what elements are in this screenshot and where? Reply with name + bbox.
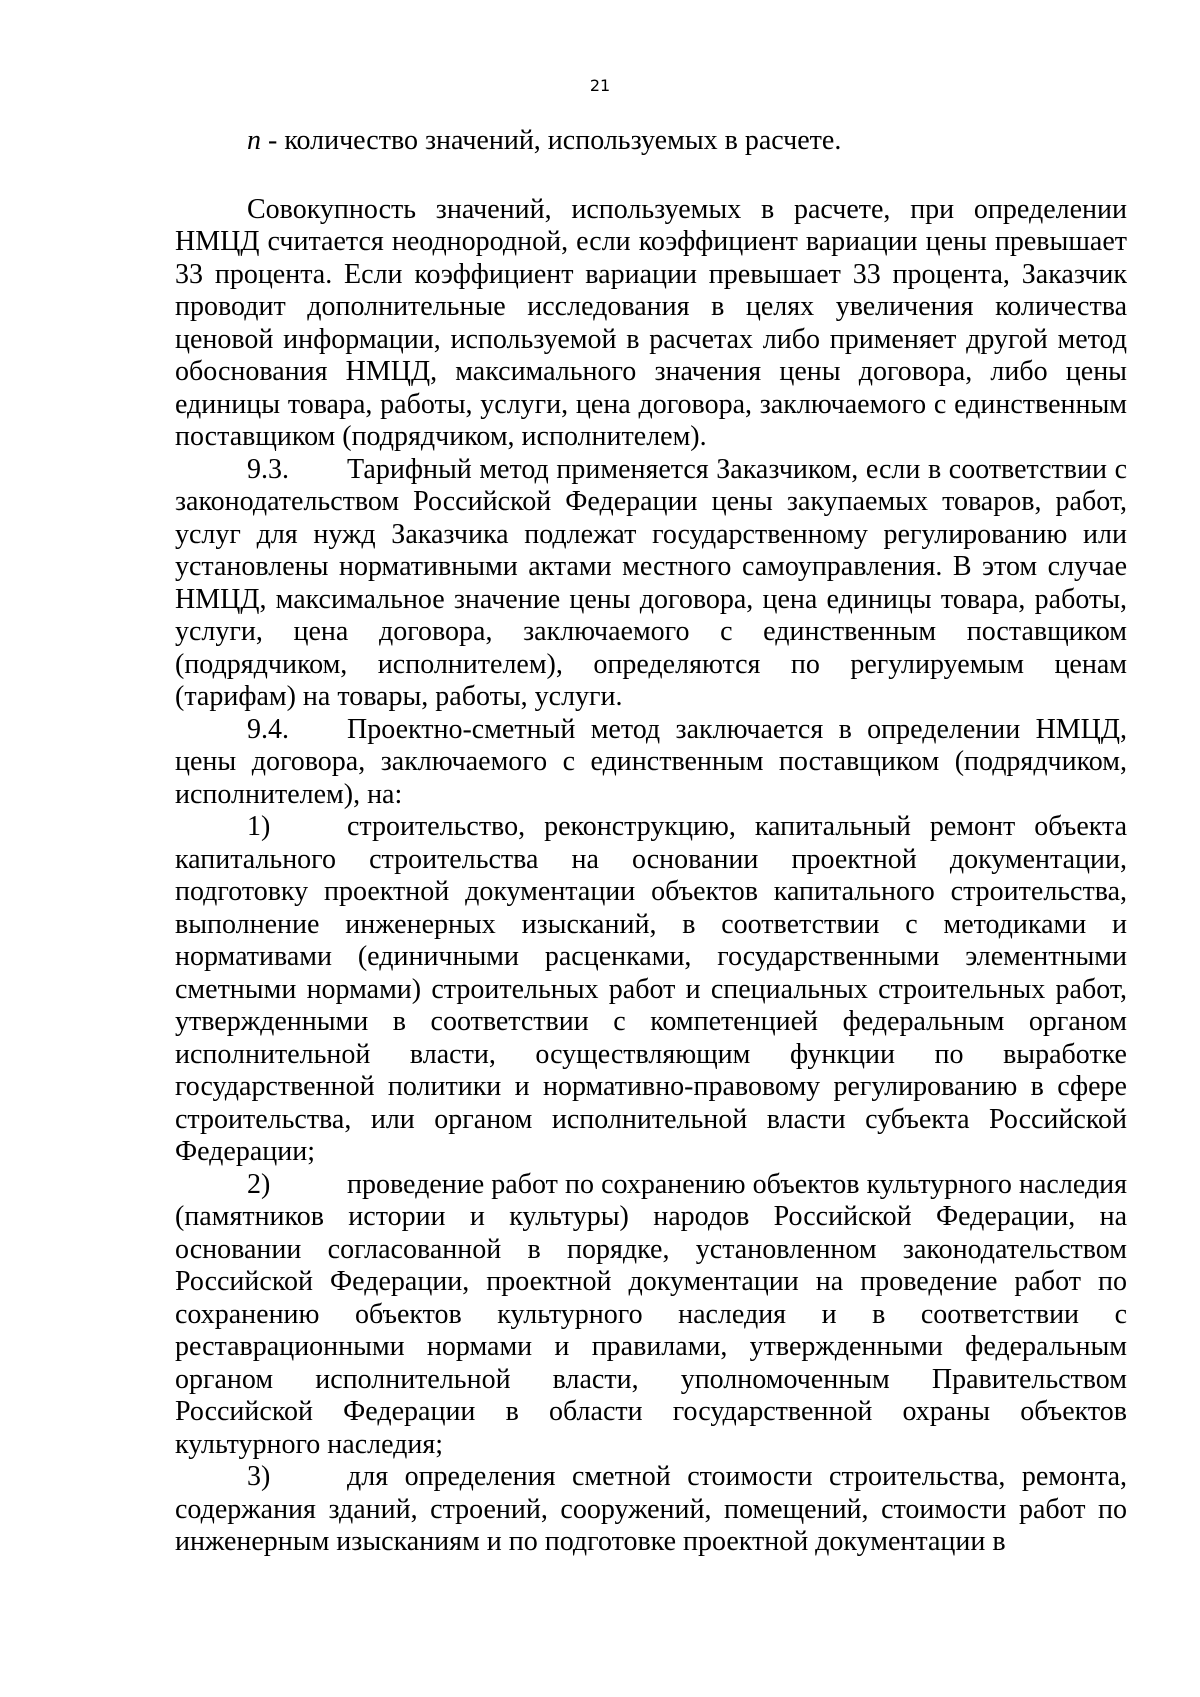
list-number: 3): [247, 1461, 271, 1492]
document-body: [175, 125, 1127, 1559]
list-item-1: [175, 811, 1127, 1169]
list-text: проведение работ по сохранению объектов культурного наследия (памятников истории и культуры) народов Российской Федерации, на основании согласованной в порядке, установленном законодательством Российской Федерации, проектной документации на проведение работ по сохранению объектов культурного наследия и в соответствии с реставрационными нормами и правилами, утвержденными федеральным органом исполнительной власти, уполномоченным Правительством Российской Федерации в области государственной охраны объектов культурного наследия;: [175, 1168, 1127, 1460]
clause-text: Тарифный метод применяется Заказчиком, если в соответствии с законодательством Российской Федерации цены закупаемых товаров, работ, услуг для нужд Заказчика подлежат государственному регулированию или установлены нормативными актами местного самоуправления. В этом случае НМЦД, максимальное значение цены договора, цена единицы товара, работы, услуги, цена договора, заключаемого с единственным поставщиком (подрядчиком, исполнителем), определяются по регулируемым ценам (тарифам) на товары, работы, услуги.: [175, 453, 1127, 712]
clause-9-3: [175, 454, 1127, 714]
list-item-2: [175, 1169, 1127, 1462]
variable-n: n: [247, 125, 261, 156]
clause-number: 9.4.: [247, 713, 289, 745]
definition-n: [175, 125, 1127, 158]
list-number: 1): [247, 811, 271, 842]
paragraph-variation: Совокупность значений, используемых в расчете, при определении НМЦД считается неоднородной, если коэффициент вариации цены превышает 33 процента. Если коэффициент вариации превышает 33 процента, Заказчик проводит дополнительные исследования в целях увеличения количества ценовой информации, используемой в расчетах либо применяет другой метод обоснования НМЦД, максимального значения цены договора, либо цены единицы товара, работы, услуги, цена договора, заключаемого с единственным поставщиком (подрядчиком, исполнителем).: [175, 193, 1127, 452]
list-number: 2): [247, 1168, 271, 1200]
clause-text: Проектно-сметный метод заключается в определении НМЦД, цены договора, заключаемого с единственным поставщиком (подрядчиком, исполнителем), на:: [175, 713, 1127, 810]
definition-text: - количество значений, используемых в расчете.: [261, 125, 842, 156]
page-number: 21: [589, 76, 611, 95]
list-item-3: [175, 1461, 1127, 1559]
clause-number: 9.3.: [247, 453, 289, 485]
clause-9-4: [175, 714, 1127, 812]
list-text: строительство, реконструкцию, капитальный ремонт объекта капитального строительства на основании проектной документации, подготовку проектной документации объектов капитального строительства, выполнение инженерных изысканий, в соответствии с методиками и нормативами (единичными расценками, государственными элементными сметными нормами) строительных работ и специальных строительных работ, утвержденными в соответствии с компетенцией федеральным органом исполнительной власти, осуществляющим функции по выработке государственной политики и нормативно-правовому регулированию в сфере строительства, или органом исполнительной власти субъекта Российской Федерации;: [175, 811, 1127, 1167]
list-text: для определения сметной стоимости строительства, ремонта, содержания зданий, строений, сооружений, помещений, стоимости работ по инженерным изысканиям и по подготовке проектной документации в: [175, 1461, 1127, 1557]
